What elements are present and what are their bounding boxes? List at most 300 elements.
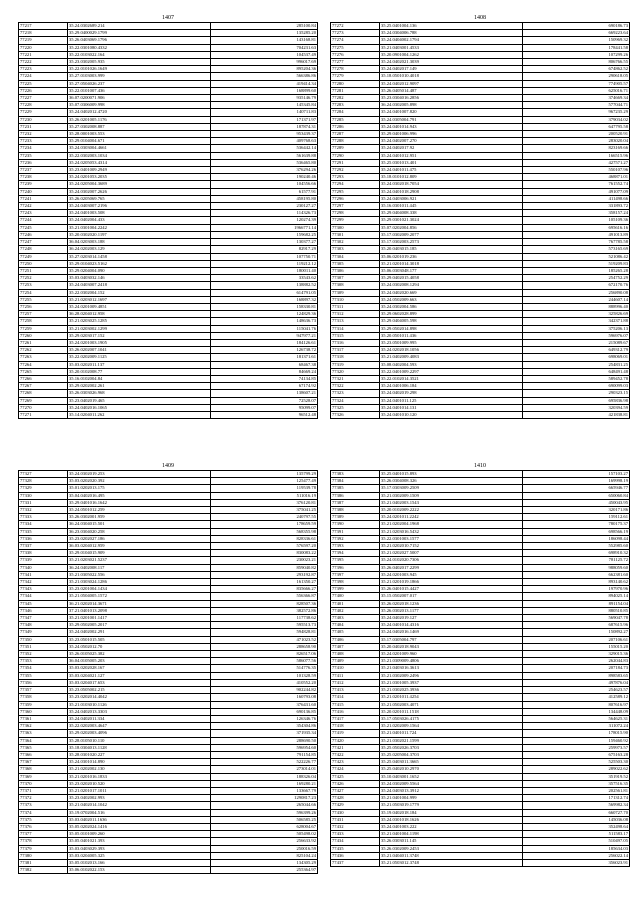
table-row	[19, 404, 318, 411]
table-row	[19, 744, 318, 751]
row-id: 77387	[331, 499, 380, 506]
cadastral-code: 35.25.0403011.3665	[380, 759, 523, 766]
amount-value: 536465.80	[211, 159, 318, 166]
amount-value: 891154.04	[523, 600, 630, 607]
data-table	[18, 470, 318, 874]
amount-value: 101328.59	[211, 672, 318, 679]
amount-value: 134448.09	[523, 708, 630, 715]
table-row	[19, 859, 318, 866]
table-row	[331, 795, 630, 802]
row-id: 77283	[331, 102, 380, 109]
table-row	[19, 296, 318, 303]
table-row	[19, 210, 318, 217]
table-row	[19, 507, 318, 514]
cadastral-code: 35.24.0402016.1065	[68, 404, 211, 411]
document-page	[330, 14, 630, 419]
table-row	[331, 354, 630, 361]
amount-value: 256633.92	[211, 838, 318, 845]
table-row	[19, 123, 318, 130]
table-row	[331, 368, 630, 375]
row-id: 77369	[19, 773, 68, 780]
cadastral-code: 35.21.0201001.1417	[68, 615, 211, 622]
cadastral-code: 35.24.0401010.120	[380, 411, 523, 418]
row-id: 77401	[331, 600, 380, 607]
table-row	[331, 838, 630, 845]
cadastral-code: 35.24.0403007.2196	[68, 203, 211, 210]
cadastral-code: 37.21.0401013.2098	[68, 607, 211, 614]
amount-value: 230127.27	[211, 203, 318, 210]
cadastral-code: 35.21.0201019.1866	[380, 579, 523, 586]
amount-value: 150892.27	[523, 629, 630, 636]
row-id: 77396	[331, 564, 380, 571]
amount-value: 124829.36	[211, 311, 318, 318]
row-id: 77242	[19, 203, 68, 210]
row-id: 77300	[331, 224, 380, 231]
amount-value: 61577.91	[211, 188, 318, 195]
cadastral-code: 36.23.0304020.258	[68, 528, 211, 535]
amount-value: 628004.67	[211, 823, 318, 830]
row-id: 77310	[331, 296, 380, 303]
amount-value: 647795.58	[523, 123, 630, 130]
row-id: 77243	[19, 210, 68, 217]
cadastral-code: 35.24.0403007.2418	[68, 282, 211, 289]
row-id: 77343	[19, 586, 68, 593]
amount-value: 290323.15	[523, 390, 630, 397]
amount-value: 893140.62	[523, 579, 630, 586]
table-row	[19, 521, 318, 528]
row-id: 77388	[331, 507, 380, 514]
amount-value: 169280.21	[211, 780, 318, 787]
row-id: 77368	[19, 766, 68, 773]
table-row	[19, 289, 318, 296]
table-row	[331, 802, 630, 809]
table-row	[19, 361, 318, 368]
cadastral-code: 35.23.0304016.2856	[380, 95, 523, 102]
cadastral-code: 35.27.0203014.1458	[68, 253, 211, 260]
cadastral-code: 35.24.0402013.3303	[68, 708, 211, 715]
row-id: 77353	[19, 658, 68, 665]
row-id: 77330	[19, 492, 68, 499]
amount-value: 698566.19	[523, 528, 630, 535]
table-row	[19, 629, 318, 636]
cadastral-code: 35.21.0203012.1697	[68, 296, 211, 303]
row-id: 77271	[19, 411, 68, 418]
document-page	[330, 462, 630, 867]
amount-value: 573165.69	[523, 246, 630, 253]
row-id: 77282	[331, 95, 380, 102]
row-id: 77333	[19, 514, 68, 521]
amount-value: 358157.24	[523, 210, 630, 217]
table-row	[331, 73, 630, 80]
row-id: 77428	[331, 795, 380, 802]
amount-value: 880510.85	[523, 607, 630, 614]
cadastral-code: 35.18.0501010.4018	[380, 73, 523, 80]
cadastral-code: 35.24.0201053.2035	[68, 174, 211, 181]
amount-value: 283020.04	[523, 138, 630, 145]
amount-value: 376431.60	[211, 701, 318, 708]
row-id: 77301	[331, 231, 380, 238]
cadastral-code: 35.24.0301014.890	[68, 759, 211, 766]
row-id: 77279	[331, 73, 380, 80]
amount-value: 107299.26	[523, 51, 630, 58]
row-id: 77309	[331, 289, 380, 296]
table-row	[19, 809, 318, 816]
amount-value: 351919.52	[523, 773, 630, 780]
amount-value: 186098.44	[523, 535, 630, 542]
amount-value: 178441.58	[523, 44, 630, 51]
row-id: 77228	[19, 102, 68, 109]
row-id: 77273	[331, 30, 380, 37]
row-id: 77412	[331, 679, 380, 686]
table-row	[19, 145, 318, 152]
table-row	[19, 780, 318, 787]
row-id: 77340	[19, 564, 68, 571]
cadastral-code: 35.29.0502005.2017	[68, 622, 211, 629]
row-id: 77341	[19, 571, 68, 578]
table-row	[19, 701, 318, 708]
cadastral-code: 35.29.0401016.1642	[68, 499, 211, 506]
amount-value: 902244.82	[211, 687, 318, 694]
amount-value: 250016.59	[211, 845, 318, 852]
row-id: 77329	[19, 485, 68, 492]
row-id: 77229	[19, 109, 68, 116]
cadastral-code: 35.24.0402021.3039	[380, 59, 523, 66]
table-row	[331, 23, 630, 30]
table-row	[19, 102, 318, 109]
cadastral-code: 35.21.0503012.3748	[380, 859, 523, 866]
amount-value: 828507.36	[211, 600, 318, 607]
amount-value: 114326.73	[211, 210, 318, 217]
cadastral-code: 35.24.0201011.2242	[380, 514, 523, 521]
row-id: 77316	[331, 339, 380, 346]
table-row	[331, 636, 630, 643]
table-row	[19, 260, 318, 267]
cadastral-code: 35.21.0201011.4254	[380, 694, 523, 701]
table-row	[19, 152, 318, 159]
table-row	[331, 658, 630, 665]
amount-value: 265044.66	[211, 802, 318, 809]
amount-value: 669223.64	[523, 30, 630, 37]
row-id: 77372	[19, 795, 68, 802]
cadastral-code: 35.21.0404011.3748	[380, 852, 523, 859]
cadastral-code: 35.21.0401004.1198	[380, 831, 523, 838]
amount-value: 665946.77	[523, 485, 630, 492]
row-id: 77393	[331, 543, 380, 550]
amount-value: 471023.52	[211, 636, 318, 643]
table-row	[19, 203, 318, 210]
cadastral-code: 35.24.0401003.222	[380, 823, 523, 830]
table-row	[331, 679, 630, 686]
table-row	[331, 751, 630, 758]
cadastral-code: 35.26.0401015.4427	[380, 586, 523, 593]
row-id: 77226	[19, 87, 68, 94]
amount-value: 576597.20	[211, 543, 318, 550]
amount-value: 596399.26	[211, 809, 318, 816]
cadastral-code: 35.24.0401003.508	[68, 210, 211, 217]
table-row	[19, 318, 318, 325]
row-id: 77392	[331, 535, 380, 542]
table-row	[19, 354, 318, 361]
table-row	[19, 600, 318, 607]
cadastral-code: 35.05.0401021.393	[68, 838, 211, 845]
row-id: 77269	[19, 397, 68, 404]
table-row	[19, 66, 318, 73]
table-row	[331, 672, 630, 679]
table-row	[19, 347, 318, 354]
table-row	[19, 30, 318, 37]
table-row	[19, 737, 318, 744]
row-id: 77235	[19, 152, 68, 159]
table-row	[331, 102, 630, 109]
amount-value: 171312.74	[523, 795, 630, 802]
row-id: 77363	[19, 730, 68, 737]
table-row	[19, 665, 318, 672]
amount-value: 187874.31	[211, 123, 318, 130]
amount-value: 145345.84	[211, 102, 318, 109]
row-id: 77245	[19, 224, 68, 231]
cadastral-code: 35.23.0202010.520	[68, 780, 211, 787]
table-row	[331, 44, 630, 51]
row-id: 77347	[19, 615, 68, 622]
table-row	[331, 521, 630, 528]
row-id: 77414	[331, 694, 380, 701]
cadastral-code: 35.21.0504005.1572	[68, 593, 211, 600]
amount-value: 133667.79	[211, 787, 318, 794]
amount-value: 289022.62	[523, 766, 630, 773]
amount-value: 586077.56	[211, 658, 318, 665]
cadastral-code: 35.05.0102013.166	[68, 859, 211, 866]
row-id: 77290	[331, 152, 380, 159]
row-id: 77304	[331, 253, 380, 260]
amount-value: 352498.64	[523, 823, 630, 830]
row-id: 77256	[19, 303, 68, 310]
table-row	[19, 492, 318, 499]
table-row	[19, 282, 318, 289]
table-row	[331, 30, 630, 37]
cadastral-code: 35.20.0501011.436	[380, 332, 523, 339]
row-id: 77404	[331, 622, 380, 629]
cadastral-code: 35.26.0405014.487	[380, 87, 523, 94]
amount-value: 1966771.14	[211, 224, 318, 231]
table-row	[19, 795, 318, 802]
amount-value: 421838.81	[523, 411, 630, 418]
row-id: 77345	[19, 600, 68, 607]
row-id: 77232	[19, 131, 68, 138]
amount-value: 255364.97	[211, 867, 318, 874]
amount-value: 895204.36	[211, 66, 318, 73]
row-id: 77266	[19, 375, 68, 382]
row-id: 77426	[331, 780, 380, 787]
table-row	[331, 109, 630, 116]
table-row	[331, 231, 630, 238]
amount-value: 230023.21	[211, 557, 318, 564]
cadastral-code: 35.24.0403013.3912	[380, 787, 523, 794]
amount-value: 830083.22	[211, 550, 318, 557]
row-id: 77277	[331, 59, 380, 66]
amount-value: 411498.66	[523, 195, 630, 202]
cadastral-code: 36.04.0105005.203	[68, 658, 211, 665]
cadastral-code: 35.20.0201011.1518	[380, 708, 523, 715]
table-row	[331, 629, 630, 636]
amount-value: 935146.79	[211, 95, 318, 102]
amount-value: 158330.81	[211, 303, 318, 310]
row-id: 77257	[19, 311, 68, 318]
table-row	[331, 744, 630, 751]
row-id: 77423	[331, 759, 380, 766]
table-row	[331, 145, 630, 152]
table-row	[19, 766, 318, 773]
row-id: 77359	[19, 701, 68, 708]
amount-value: 95099.07	[211, 404, 318, 411]
row-id: 77263	[19, 354, 68, 361]
table-row	[19, 831, 318, 838]
row-id: 77326	[331, 411, 380, 418]
row-id: 77400	[331, 593, 380, 600]
table-row	[331, 260, 630, 267]
document-page	[18, 462, 318, 874]
row-id: 77219	[19, 37, 68, 44]
table-row	[331, 397, 630, 404]
amount-value: 82917.29	[211, 246, 318, 253]
row-id: 77240	[19, 188, 68, 195]
amount-value: 126738.72	[211, 347, 318, 354]
table-row	[19, 303, 318, 310]
row-id: 77432	[331, 823, 380, 830]
amount-value: 898583.65	[523, 672, 630, 679]
amount-value: 207184.73	[523, 665, 630, 672]
amount-value: 522226.77	[211, 759, 318, 766]
row-id: 77305	[331, 260, 380, 267]
row-id: 77260	[19, 332, 68, 339]
amount-value: 155015.20	[523, 643, 630, 650]
cadastral-code: 35.29.0404005.598	[380, 318, 523, 325]
cadastral-code: 35.29.0104023.5162	[68, 260, 211, 267]
amount-value: 511016.19	[211, 492, 318, 499]
amount-value: 888996.40	[523, 303, 630, 310]
row-id: 77295	[331, 188, 380, 195]
amount-value: 552985.60	[523, 543, 630, 550]
cadastral-code: 35.21.0202010.7152	[380, 543, 523, 550]
cadastral-code: 35.17.0305004.797	[380, 636, 523, 643]
table-row	[331, 730, 630, 737]
cadastral-code: 35.24.0401018.2908	[380, 188, 523, 195]
table-row	[19, 339, 318, 346]
amount-value: 947977.21	[211, 332, 318, 339]
row-id: 77390	[331, 521, 380, 528]
table-row	[331, 318, 630, 325]
row-id: 77430	[331, 809, 380, 816]
row-id: 77420	[331, 737, 380, 744]
row-id: 77379	[19, 845, 68, 852]
cadastral-code: 35.03.0204021.127	[68, 672, 211, 679]
cadastral-code: 35.24.0402020.669	[380, 289, 523, 296]
table-row	[19, 174, 318, 181]
row-id: 77285	[331, 116, 380, 123]
table-row	[331, 622, 630, 629]
amount-value: 491013.89	[523, 231, 630, 238]
cadastral-code: 35.26.0302013.1177	[380, 607, 523, 614]
table-row	[331, 723, 630, 730]
amount-value: 119539.78	[211, 485, 318, 492]
cadastral-code: 35.24.0304006.788	[380, 30, 523, 37]
cadastral-code: 35.20.0901004.1262	[380, 51, 523, 58]
amount-value: 648491.48	[523, 368, 630, 375]
table-row	[19, 622, 318, 629]
row-id: 77410	[331, 665, 380, 672]
amount-value: 107750.71	[211, 253, 318, 260]
table-row	[331, 687, 630, 694]
row-id: 77323	[331, 390, 380, 397]
row-id: 77386	[331, 492, 380, 499]
table-row	[331, 831, 630, 838]
cadastral-code: 35.24.0404002.1794	[380, 37, 523, 44]
cadastral-code: 35.19.0402018.184	[380, 809, 523, 816]
cadastral-code: 35.24.0302009.5564	[380, 780, 523, 787]
amount-value: 450043.95	[523, 499, 630, 506]
cadastral-code: 35.23.0402002.993	[68, 795, 211, 802]
cadastral-code: 35.24.0402017.149	[380, 66, 523, 73]
cadastral-code: 35.03.0204017.653	[68, 679, 211, 686]
cadastral-code: 35.24.0201009.960	[380, 651, 523, 658]
row-id: 77327	[19, 471, 68, 478]
table-row	[331, 267, 630, 274]
amount-value: 410552.20	[211, 679, 318, 686]
amount-value: 835666.27	[211, 586, 318, 593]
cadastral-code: 35.24.0302689.214	[68, 23, 211, 30]
row-id: 77416	[331, 708, 380, 715]
row-id: 77434	[331, 838, 380, 845]
cadastral-code: 35.24.0205004.3689	[68, 181, 211, 188]
table-row	[19, 44, 318, 51]
row-id: 77294	[331, 181, 380, 188]
cadastral-code: 36.24.0402008.117	[68, 564, 211, 571]
amount-value: 649312.79	[523, 347, 630, 354]
row-id: 77422	[331, 751, 380, 758]
row-id: 77241	[19, 195, 68, 202]
row-id: 77358	[19, 694, 68, 701]
table-row	[19, 397, 318, 404]
amount-value: 115041.76	[211, 325, 318, 332]
row-id: 77361	[19, 715, 68, 722]
row-id: 77338	[19, 550, 68, 557]
table-row	[19, 773, 318, 780]
cadastral-code: 35.26.0304008.326	[380, 478, 523, 485]
row-id: 77255	[19, 296, 68, 303]
row-id: 77402	[331, 607, 380, 614]
row-id: 77376	[19, 823, 68, 830]
amount-value: 244607.14	[523, 296, 630, 303]
cadastral-code: 35.05.0101009.260	[68, 831, 211, 838]
cadastral-code: 35.01.0202013.175	[68, 485, 211, 492]
cadastral-code: 35.21.0103010.1126	[68, 701, 211, 708]
cadastral-code: 35.29.0401006.996	[380, 131, 523, 138]
row-id: 77233	[19, 138, 68, 145]
cadastral-code: 35.03.0402011.1636	[68, 816, 211, 823]
row-id: 77395	[331, 557, 380, 564]
table-row	[19, 478, 318, 485]
row-id: 77258	[19, 318, 68, 325]
table-row	[19, 368, 318, 375]
row-id: 77324	[331, 397, 380, 404]
table-row	[331, 37, 630, 44]
amount-value: 566386.86	[211, 73, 318, 80]
row-id: 77224	[19, 73, 68, 80]
cadastral-code: 35.24.0205053.4314	[68, 159, 211, 166]
cadastral-code: 35.24.0402017.92	[380, 145, 523, 152]
row-id: 77227	[19, 95, 68, 102]
row-id: 77433	[331, 831, 380, 838]
table-row	[19, 159, 318, 166]
